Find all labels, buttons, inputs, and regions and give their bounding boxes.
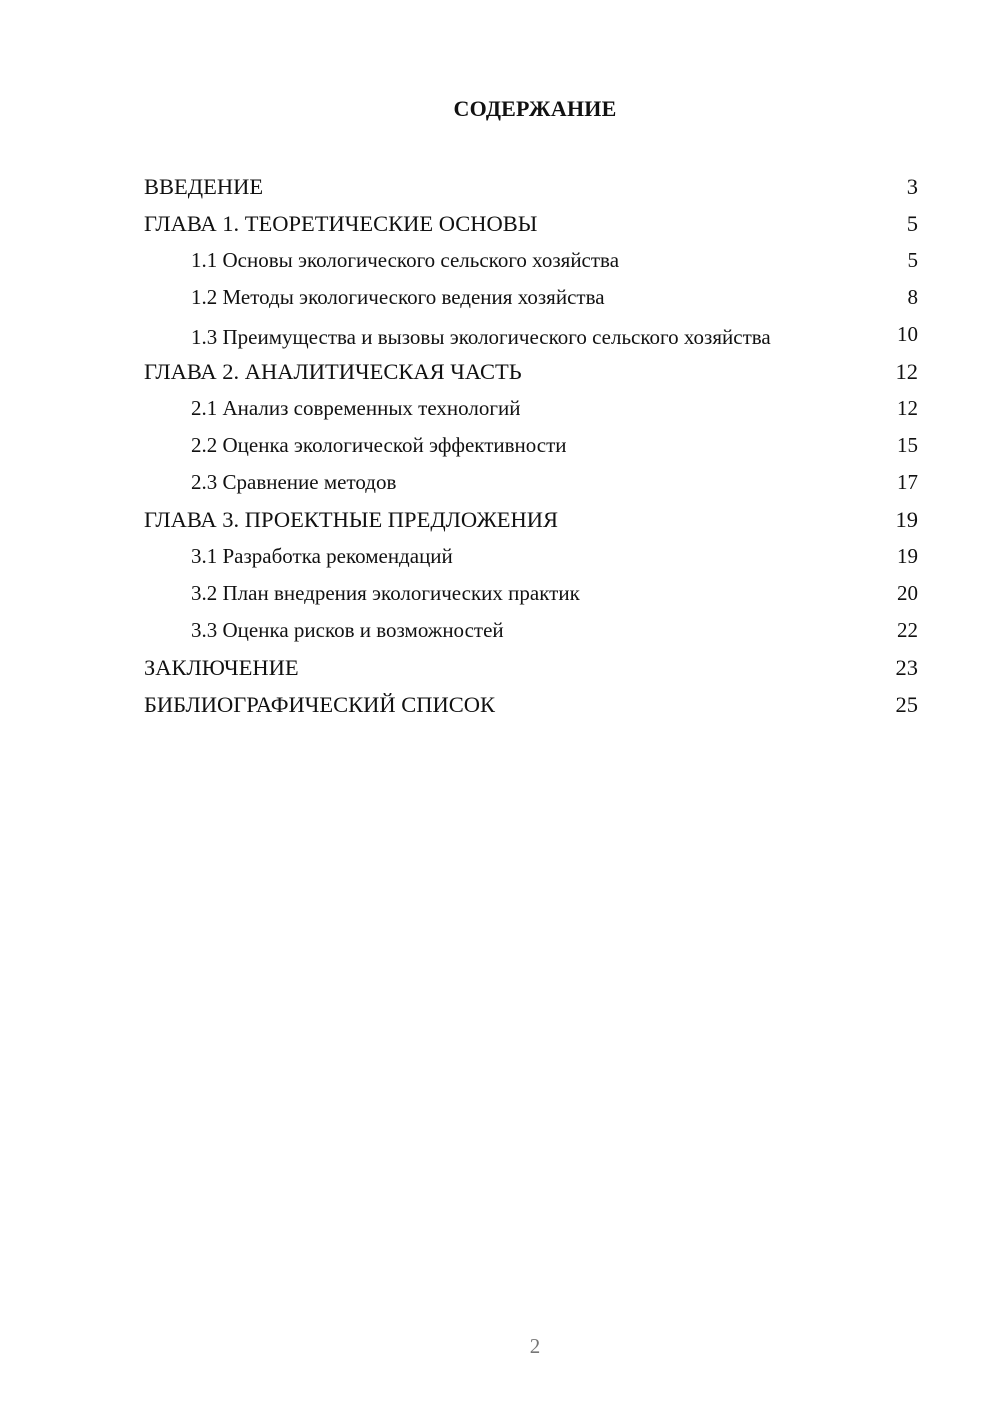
toc-entry-section-2-2: [144, 427, 918, 464]
toc-entry-page: 12: [895, 359, 918, 384]
toc-entry-conclusion: [144, 649, 918, 686]
toc-entry-label: ВВЕДЕНИЕ: [144, 174, 264, 199]
toc-entry-label: 2.2 Оценка экологической эффективности: [191, 433, 567, 457]
toc-entry-bibliography: [144, 686, 918, 723]
toc-entry-page: 22: [897, 618, 918, 642]
toc-entry-page: 25: [895, 692, 918, 717]
table-of-contents: [144, 168, 918, 723]
toc-entry-page: 3: [906, 174, 918, 199]
toc-entry-page: 19: [895, 507, 918, 532]
toc-entry-label: 1.1 Основы экологического сельского хозяйства: [191, 248, 620, 272]
toc-entry-section-2-1: [144, 390, 918, 427]
page-title: СОДЕРЖАНИЕ: [453, 96, 617, 121]
toc-entry-section-3-3: [144, 612, 918, 649]
toc-entry-page: 5: [907, 248, 918, 272]
toc-entry-page: 8: [907, 285, 918, 309]
toc-entry-section-1-2: [144, 279, 918, 316]
toc-entry-introduction: [144, 168, 918, 205]
toc-entry-label: БИБЛИОГРАФИЧЕСКИЙ СПИСОК: [144, 692, 496, 717]
toc-entry-page: 10: [897, 322, 918, 346]
toc-entry-label: ГЛАВА 1. ТЕОРЕТИЧЕСКИЕ ОСНОВЫ: [144, 211, 538, 236]
toc-entry-section-1-1: [144, 242, 918, 279]
toc-entry-page: 19: [897, 544, 918, 568]
toc-entry-label: 1.2 Методы экологического ведения хозяйства: [191, 285, 605, 309]
toc-entry-label: ГЛАВА 2. АНАЛИТИЧЕСКАЯ ЧАСТЬ: [144, 359, 522, 384]
toc-entry-page: 20: [897, 581, 918, 605]
toc-entry-page: 5: [906, 211, 918, 236]
toc-entry-label: 1.3 Преимущества и вызовы экологического сельского хозяйства: [191, 325, 771, 349]
toc-entry-chapter-1: [144, 205, 918, 242]
toc-entry-chapter-3: [144, 501, 918, 538]
toc-entry-section-1-3: [144, 316, 918, 353]
toc-entry-section-3-1: [144, 538, 918, 575]
toc-entry-label: 3.2 План внедрения экологических практик: [191, 581, 580, 605]
page-number: 2: [529, 1334, 541, 1358]
toc-entry-label: ЗАКЛЮЧЕНИЕ: [144, 655, 299, 680]
toc-entry-page: 17: [897, 470, 918, 494]
toc-entry-label: 2.3 Сравнение методов: [191, 470, 397, 494]
toc-entry-page: 23: [895, 655, 918, 680]
toc-entry-section-2-3: [144, 464, 918, 501]
toc-entry-label: ГЛАВА 3. ПРОЕКТНЫЕ ПРЕДЛОЖЕНИЯ: [144, 507, 559, 532]
toc-entry-section-3-2: [144, 575, 918, 612]
toc-entry-label: 3.1 Разработка рекомендаций: [191, 544, 453, 568]
toc-entry-page: 12: [897, 396, 918, 420]
toc-entry-page: 15: [897, 433, 918, 457]
toc-entry-label: 2.1 Анализ современных технологий: [191, 396, 521, 420]
toc-entry-chapter-2: [144, 353, 918, 390]
toc-entry-label: 3.3 Оценка рисков и возможностей: [191, 618, 504, 642]
